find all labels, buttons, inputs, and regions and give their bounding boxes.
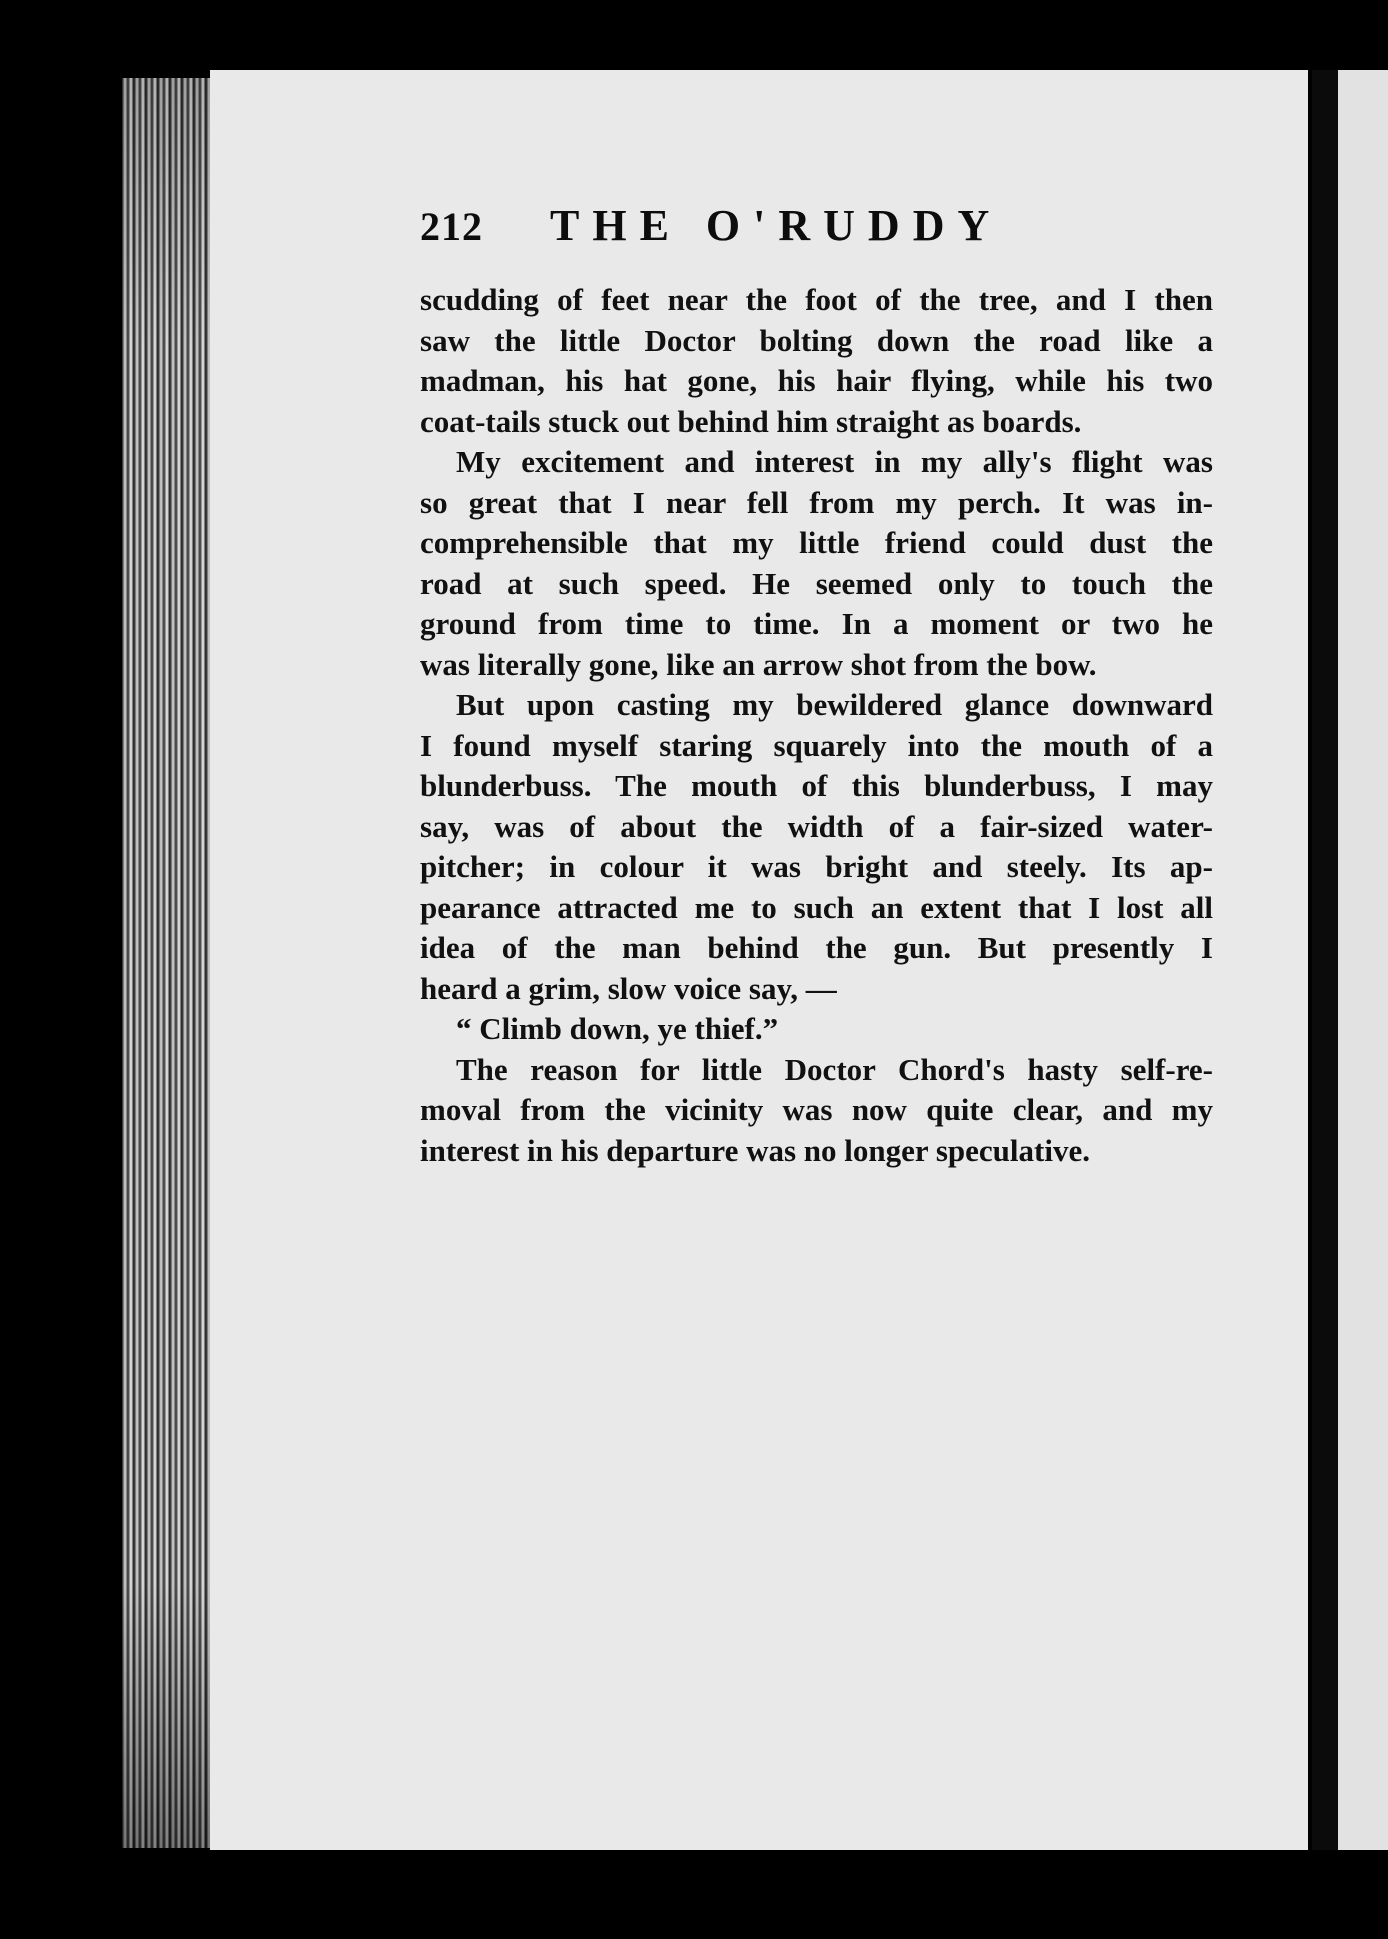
text-line: madman, his hat gone, his hair flying, while his two [420, 363, 1213, 398]
scan-bottom-border [0, 1850, 1388, 1939]
text-line: “ Climb down, ye thief.” [456, 1011, 779, 1046]
running-head [420, 200, 1220, 260]
text-line: The reason for little Doctor Chord's hasty self-re- [456, 1051, 1213, 1087]
text-line: scudding of feet near the foot of the tree, and I then [420, 282, 1213, 317]
text-line: ground from time to time. In a moment or two he [420, 606, 1213, 641]
text-line: blunderbuss. The mouth of this blunderbuss, I may [420, 768, 1213, 803]
facing-page-edge [1338, 70, 1388, 1850]
book-title: THE O'RUDDY [550, 201, 1003, 250]
text-line: I found myself staring squarely into the mouth of a [420, 727, 1213, 763]
text-line: But upon casting my bewildered glance downward [456, 687, 1213, 722]
text-line: saw the little Doctor bolting down the road like a [420, 322, 1213, 358]
text-line: comprehensible that my little friend could dust the [420, 525, 1213, 560]
text-line: road at such speed. He seemed only to touch the [420, 565, 1213, 601]
text-line: moval from the vicinity was now quite clear, and my [420, 1092, 1213, 1127]
text-line: interest in his departure was no longer speculative. [420, 1132, 1090, 1168]
body-text [420, 280, 1213, 1171]
text-line: pitcher; in colour it was bright and steely. Its ap- [420, 849, 1213, 884]
book-gutter [1312, 70, 1338, 1850]
text-line: idea of the man behind the gun. But presently I [420, 930, 1213, 965]
page-number: 212 [420, 204, 483, 249]
text-line: was literally gone, like an arrow shot from the bow. [420, 646, 1097, 682]
text-line: say, was of about the width of a fair-sized water- [420, 808, 1213, 844]
text-line: My excitement and interest in my ally's flight was [456, 444, 1213, 479]
text-line: pearance attracted me to such an extent that I lost all [420, 889, 1213, 925]
text-line: heard a grim, slow voice say, — [420, 970, 837, 1006]
text-line: coat-tails stuck out behind him straight as boards. [420, 403, 1082, 439]
text-line: so great that I near fell from my perch. It was in- [420, 484, 1213, 520]
page-edges-stack [122, 78, 217, 1848]
